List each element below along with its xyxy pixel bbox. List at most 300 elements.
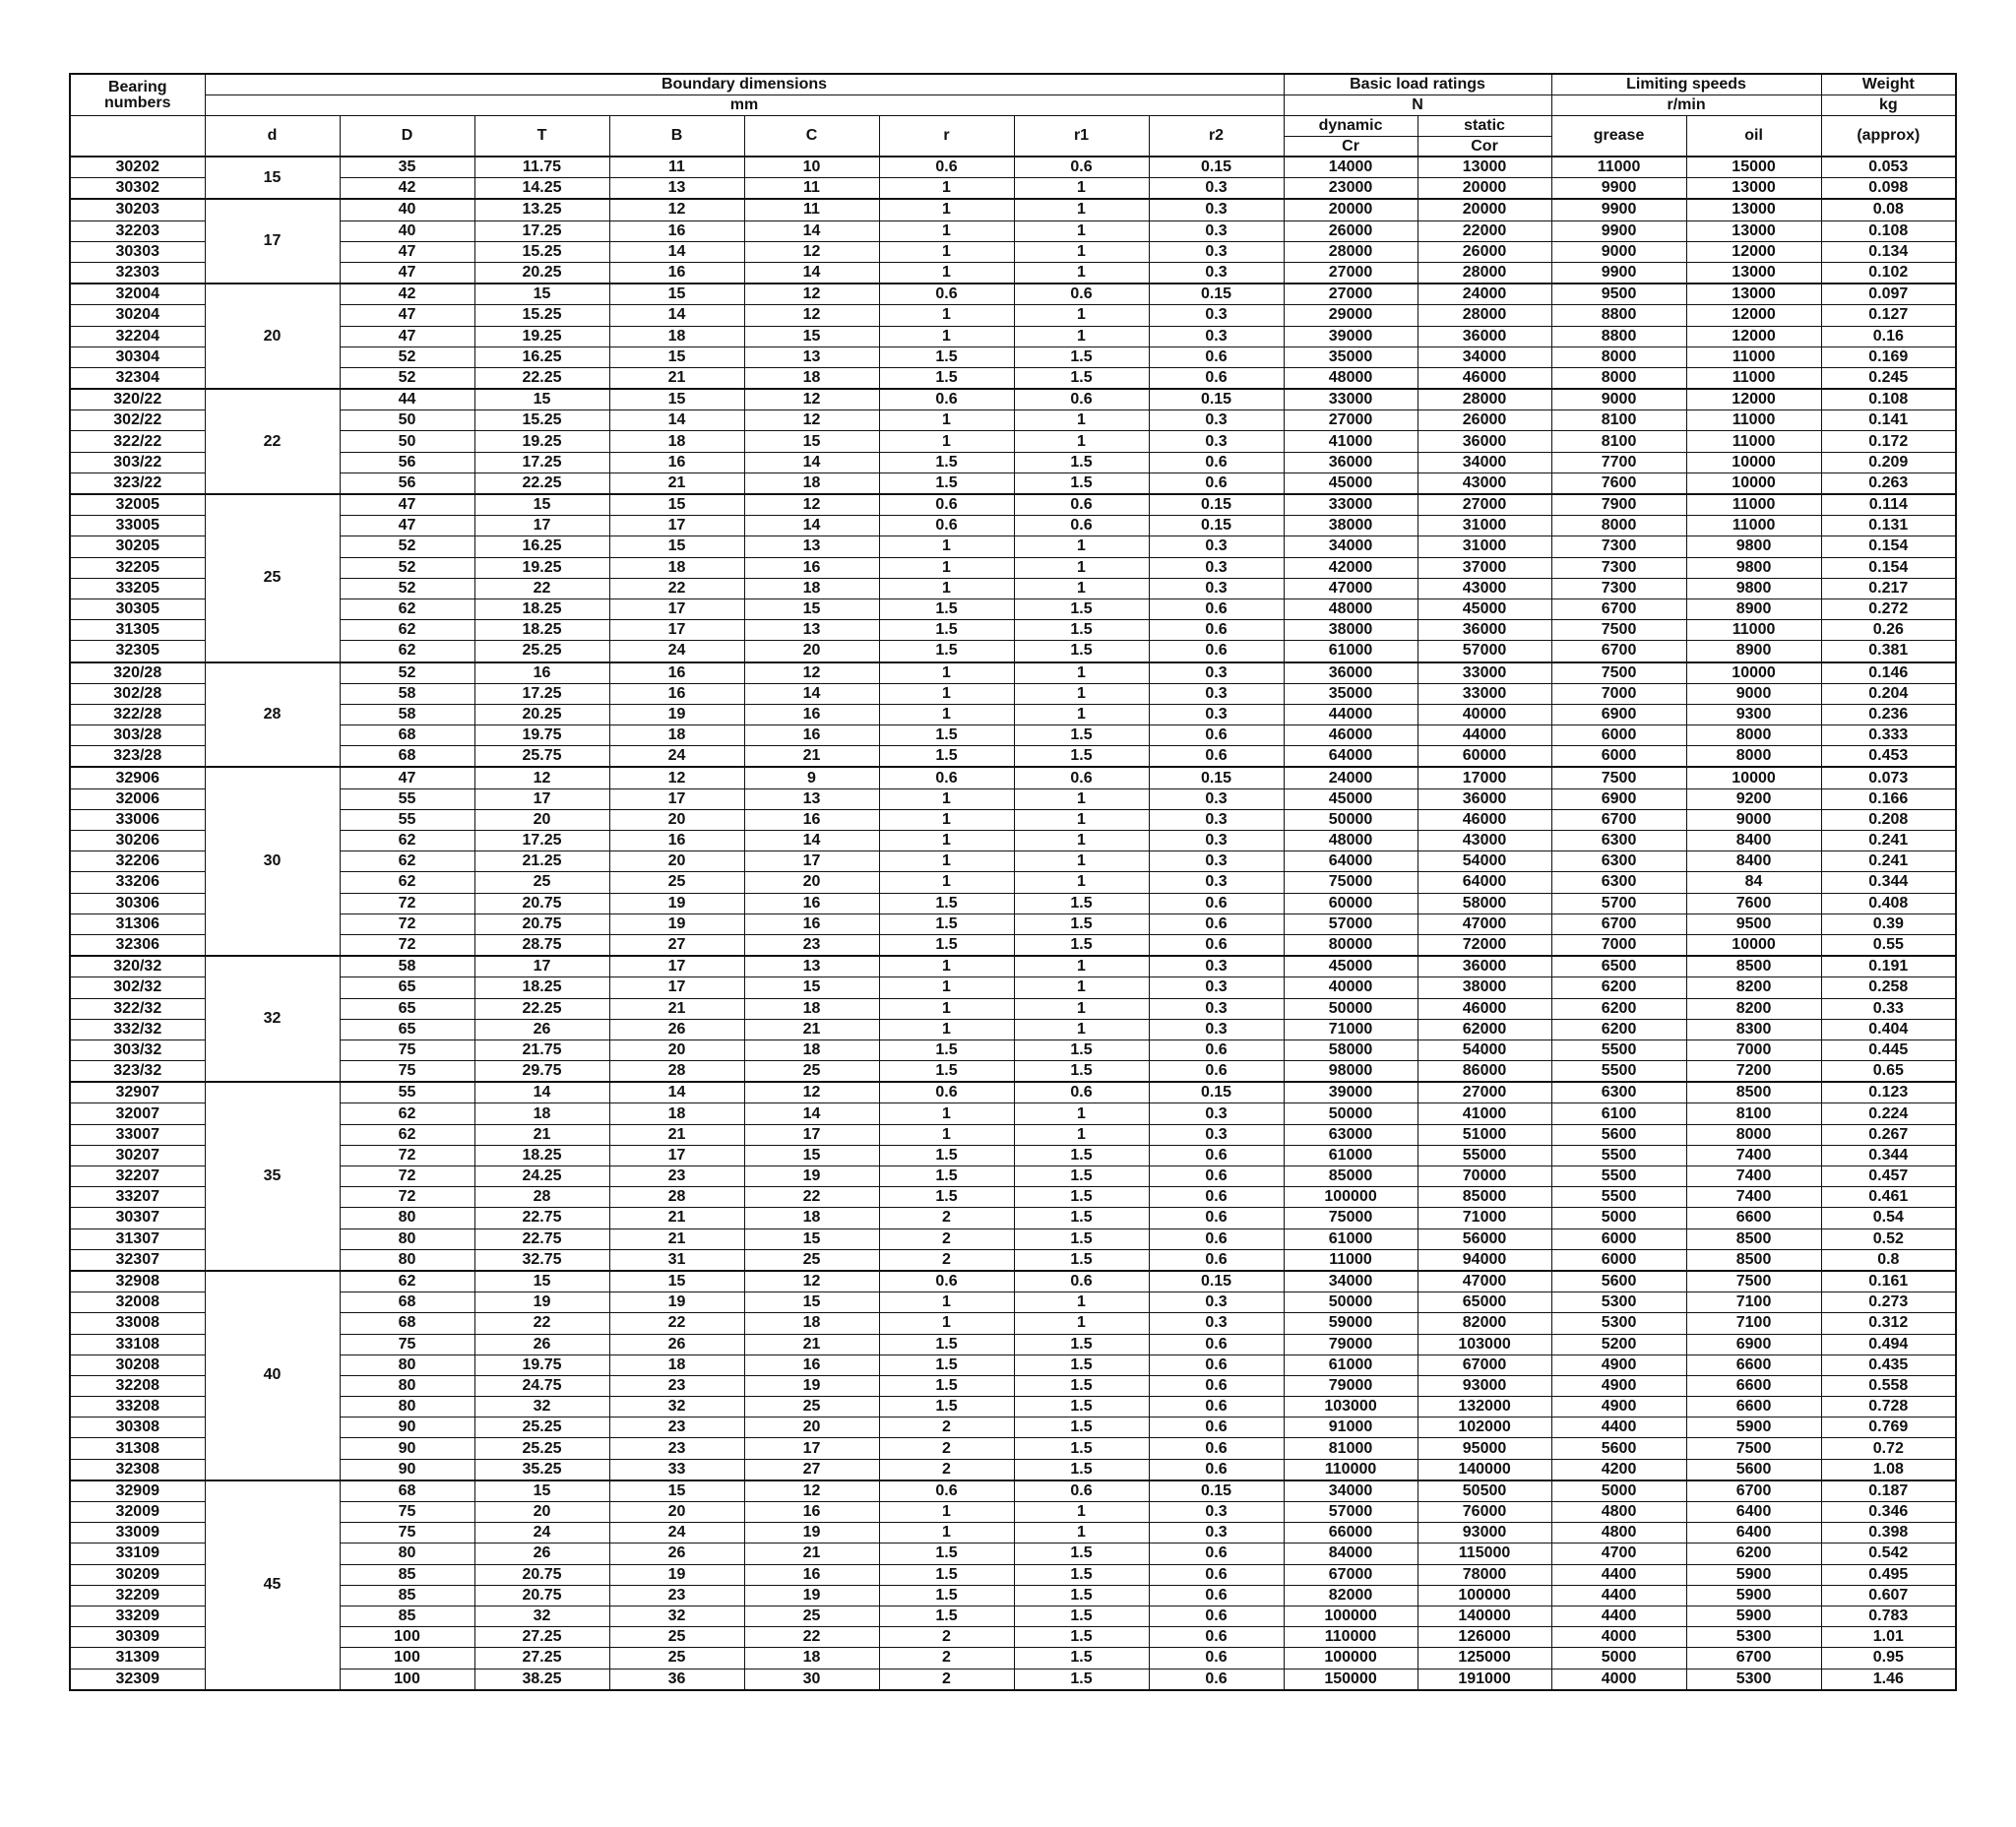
cell-static-cor: 86000: [1418, 1061, 1551, 1083]
cell-bearing-number: 33008: [70, 1313, 205, 1334]
header-cor: Cor: [1418, 137, 1551, 158]
cell-weight: 0.123: [1821, 1082, 1956, 1103]
cell-r: 1.5: [879, 641, 1014, 662]
cell-dynamic-cr: 26000: [1284, 220, 1418, 241]
cell-C: 12: [744, 1271, 879, 1292]
cell-dynamic-cr: 34000: [1284, 1480, 1418, 1502]
cell-r: 0.6: [879, 284, 1014, 305]
cell-weight: 1.01: [1821, 1627, 1956, 1648]
cell-r1: 1: [1014, 305, 1149, 326]
cell-r: 1.5: [879, 893, 1014, 914]
cell-C: 16: [744, 725, 879, 746]
cell-D: 44: [340, 389, 474, 410]
cell-C: 12: [744, 389, 879, 410]
cell-B: 28: [609, 1187, 744, 1208]
cell-static-cor: 26000: [1418, 410, 1551, 431]
header-col-r: r: [879, 116, 1014, 158]
cell-d: 30: [205, 767, 340, 956]
cell-weight: 0.166: [1821, 788, 1956, 809]
cell-T: 25.25: [474, 1418, 609, 1438]
table-row: [70, 1103, 1956, 1124]
cell-bearing-number: 320/32: [70, 956, 205, 977]
cell-C: 22: [744, 1187, 879, 1208]
cell-C: 14: [744, 683, 879, 704]
cell-oil-speed: 8000: [1686, 746, 1821, 768]
cell-oil-speed: 10000: [1686, 452, 1821, 472]
cell-dynamic-cr: 38000: [1284, 620, 1418, 641]
cell-grease-speed: 5300: [1551, 1292, 1686, 1313]
cell-dynamic-cr: 48000: [1284, 831, 1418, 851]
cell-C: 22: [744, 1627, 879, 1648]
cell-r1: 1.5: [1014, 1627, 1149, 1648]
cell-grease-speed: 9000: [1551, 241, 1686, 262]
cell-r: 2: [879, 1228, 1014, 1249]
cell-r1: 1: [1014, 220, 1149, 241]
cell-oil-speed: 11000: [1686, 410, 1821, 431]
cell-r1: 1: [1014, 872, 1149, 893]
cell-r: 0.6: [879, 516, 1014, 536]
cell-bearing-number: 31307: [70, 1228, 205, 1249]
cell-C: 16: [744, 1564, 879, 1585]
cell-bearing-number: 32307: [70, 1249, 205, 1271]
cell-T: 19: [474, 1292, 609, 1313]
cell-r2: 0.6: [1149, 1061, 1284, 1083]
cell-T: 24.25: [474, 1166, 609, 1187]
cell-dynamic-cr: 45000: [1284, 472, 1418, 494]
table-row: [70, 305, 1956, 326]
cell-C: 18: [744, 1040, 879, 1060]
cell-T: 21: [474, 1124, 609, 1145]
cell-bearing-number: 33109: [70, 1544, 205, 1564]
cell-C: 10: [744, 157, 879, 178]
cell-B: 15: [609, 494, 744, 516]
cell-T: 22.25: [474, 998, 609, 1019]
cell-T: 35.25: [474, 1459, 609, 1480]
cell-bearing-number: 32907: [70, 1082, 205, 1103]
cell-D: 55: [340, 809, 474, 830]
table-row: [70, 452, 1956, 472]
cell-C: 16: [744, 809, 879, 830]
cell-r: 1: [879, 956, 1014, 977]
table-row: [70, 851, 1956, 872]
cell-oil-speed: 7000: [1686, 1040, 1821, 1060]
cell-oil-speed: 8500: [1686, 956, 1821, 977]
cell-bearing-number: 31308: [70, 1438, 205, 1459]
cell-grease-speed: 8800: [1551, 305, 1686, 326]
cell-dynamic-cr: 61000: [1284, 1354, 1418, 1375]
cell-B: 22: [609, 1313, 744, 1334]
cell-grease-speed: 7300: [1551, 578, 1686, 598]
cell-grease-speed: 9900: [1551, 178, 1686, 200]
cell-weight: 0.461: [1821, 1187, 1956, 1208]
cell-r2: 0.6: [1149, 1564, 1284, 1585]
cell-D: 42: [340, 284, 474, 305]
cell-static-cor: 78000: [1418, 1564, 1551, 1585]
cell-weight: 0.208: [1821, 809, 1956, 830]
cell-B: 14: [609, 410, 744, 431]
cell-D: 62: [340, 620, 474, 641]
cell-C: 14: [744, 1103, 879, 1124]
cell-r: 2: [879, 1648, 1014, 1669]
cell-static-cor: 22000: [1418, 220, 1551, 241]
cell-r2: 0.3: [1149, 1103, 1284, 1124]
cell-oil-speed: 8200: [1686, 977, 1821, 998]
table-row: [70, 1606, 1956, 1626]
cell-static-cor: 191000: [1418, 1669, 1551, 1690]
cell-D: 75: [340, 1523, 474, 1544]
cell-r2: 0.3: [1149, 1124, 1284, 1145]
cell-grease-speed: 6000: [1551, 725, 1686, 746]
cell-D: 62: [340, 872, 474, 893]
cell-T: 15.25: [474, 305, 609, 326]
table-row: [70, 641, 1956, 662]
cell-dynamic-cr: 36000: [1284, 662, 1418, 684]
cell-D: 52: [340, 578, 474, 598]
cell-D: 72: [340, 1187, 474, 1208]
cell-r: 1.5: [879, 1061, 1014, 1083]
cell-C: 18: [744, 578, 879, 598]
cell-r1: 1.5: [1014, 1669, 1149, 1690]
cell-B: 21: [609, 472, 744, 494]
cell-static-cor: 27000: [1418, 1082, 1551, 1103]
cell-r1: 1: [1014, 326, 1149, 346]
cell-B: 17: [609, 956, 744, 977]
header-bearing-numbers: [70, 74, 205, 116]
cell-C: 17: [744, 1438, 879, 1459]
cell-T: 19.75: [474, 725, 609, 746]
header-col-C: C: [744, 116, 879, 158]
cell-static-cor: 56000: [1418, 1228, 1551, 1249]
cell-T: 25: [474, 872, 609, 893]
cell-dynamic-cr: 110000: [1284, 1459, 1418, 1480]
cell-T: 19.25: [474, 326, 609, 346]
cell-oil-speed: 13000: [1686, 284, 1821, 305]
cell-D: 90: [340, 1459, 474, 1480]
cell-dynamic-cr: 103000: [1284, 1397, 1418, 1418]
header-numbers: numbers: [103, 94, 171, 111]
cell-weight: 0.33: [1821, 998, 1956, 1019]
cell-B: 20: [609, 809, 744, 830]
cell-weight: 0.783: [1821, 1606, 1956, 1626]
cell-T: 22.25: [474, 367, 609, 389]
cell-r1: 1.5: [1014, 1397, 1149, 1418]
cell-grease-speed: 7500: [1551, 767, 1686, 788]
cell-C: 13: [744, 956, 879, 977]
cell-static-cor: 13000: [1418, 157, 1551, 178]
cell-dynamic-cr: 33000: [1284, 494, 1418, 516]
cell-oil-speed: 13000: [1686, 199, 1821, 220]
cell-static-cor: 125000: [1418, 1648, 1551, 1669]
cell-D: 62: [340, 831, 474, 851]
cell-r1: 1.5: [1014, 1208, 1149, 1228]
cell-r2: 0.6: [1149, 1375, 1284, 1396]
cell-r2: 0.15: [1149, 1480, 1284, 1502]
cell-r2: 0.6: [1149, 1544, 1284, 1564]
cell-D: 72: [340, 893, 474, 914]
cell-D: 80: [340, 1354, 474, 1375]
cell-static-cor: 126000: [1418, 1627, 1551, 1648]
cell-D: 100: [340, 1648, 474, 1669]
header-basic-load-ratings: Basic load ratings: [1284, 74, 1551, 95]
header-col-r2: r2: [1149, 116, 1284, 158]
cell-bearing-number: 32005: [70, 494, 205, 516]
cell-bearing-number: 323/32: [70, 1061, 205, 1083]
table-row: [70, 516, 1956, 536]
cell-grease-speed: 4900: [1551, 1354, 1686, 1375]
cell-grease-speed: 4400: [1551, 1564, 1686, 1585]
cell-grease-speed: 9500: [1551, 284, 1686, 305]
cell-dynamic-cr: 45000: [1284, 956, 1418, 977]
cell-T: 17.25: [474, 220, 609, 241]
cell-C: 18: [744, 367, 879, 389]
cell-r1: 1.5: [1014, 452, 1149, 472]
cell-r2: 0.15: [1149, 494, 1284, 516]
header-grease: grease: [1551, 116, 1686, 158]
cell-grease-speed: 4000: [1551, 1669, 1686, 1690]
cell-B: 19: [609, 914, 744, 934]
table-row: [70, 1271, 1956, 1292]
cell-static-cor: 36000: [1418, 620, 1551, 641]
cell-r1: 0.6: [1014, 494, 1149, 516]
cell-T: 26: [474, 1019, 609, 1040]
cell-T: 22: [474, 1313, 609, 1334]
cell-weight: 0.404: [1821, 1019, 1956, 1040]
cell-B: 26: [609, 1334, 744, 1354]
table-row: [70, 389, 1956, 410]
cell-r: 1.5: [879, 472, 1014, 494]
cell-r2: 0.6: [1149, 1438, 1284, 1459]
cell-r2: 0.3: [1149, 956, 1284, 977]
cell-static-cor: 140000: [1418, 1606, 1551, 1626]
cell-T: 17.25: [474, 683, 609, 704]
cell-D: 75: [340, 1061, 474, 1083]
cell-dynamic-cr: 80000: [1284, 934, 1418, 956]
cell-grease-speed: 5500: [1551, 1040, 1686, 1060]
cell-static-cor: 55000: [1418, 1145, 1551, 1166]
cell-r2: 0.3: [1149, 1523, 1284, 1544]
cell-r1: 1: [1014, 1019, 1149, 1040]
cell-D: 80: [340, 1228, 474, 1249]
cell-weight: 0.52: [1821, 1228, 1956, 1249]
cell-dynamic-cr: 50000: [1284, 1292, 1418, 1313]
table-row: [70, 1585, 1956, 1606]
cell-r1: 1: [1014, 1502, 1149, 1523]
cell-B: 32: [609, 1397, 744, 1418]
cell-oil-speed: 5300: [1686, 1627, 1821, 1648]
cell-r2: 0.3: [1149, 662, 1284, 684]
cell-weight: 0.241: [1821, 851, 1956, 872]
cell-D: 62: [340, 851, 474, 872]
cell-r1: 1: [1014, 431, 1149, 452]
table-row: [70, 241, 1956, 262]
cell-r: 1.5: [879, 1375, 1014, 1396]
cell-dynamic-cr: 91000: [1284, 1418, 1418, 1438]
cell-weight: 0.72: [1821, 1438, 1956, 1459]
cell-static-cor: 34000: [1418, 346, 1551, 367]
cell-T: 25.75: [474, 746, 609, 768]
cell-B: 23: [609, 1375, 744, 1396]
cell-r2: 0.3: [1149, 178, 1284, 200]
table-row: [70, 872, 1956, 893]
cell-oil-speed: 9800: [1686, 557, 1821, 578]
cell-C: 12: [744, 1480, 879, 1502]
cell-r1: 1.5: [1014, 1418, 1149, 1438]
table-row: [70, 956, 1956, 977]
cell-dynamic-cr: 23000: [1284, 178, 1418, 200]
cell-T: 20.75: [474, 1585, 609, 1606]
cell-C: 15: [744, 431, 879, 452]
cell-r2: 0.3: [1149, 431, 1284, 452]
cell-D: 100: [340, 1669, 474, 1690]
cell-bearing-number: 30308: [70, 1418, 205, 1438]
cell-grease-speed: 6700: [1551, 598, 1686, 619]
table-row: [70, 1523, 1956, 1544]
cell-grease-speed: 6500: [1551, 956, 1686, 977]
cell-T: 22.75: [474, 1208, 609, 1228]
cell-static-cor: 72000: [1418, 934, 1551, 956]
cell-C: 19: [744, 1585, 879, 1606]
cell-r: 0.6: [879, 1480, 1014, 1502]
cell-oil-speed: 7100: [1686, 1313, 1821, 1334]
table-row: [70, 1208, 1956, 1228]
cell-r2: 0.3: [1149, 1292, 1284, 1313]
cell-static-cor: 28000: [1418, 305, 1551, 326]
cell-r2: 0.6: [1149, 346, 1284, 367]
cell-static-cor: 76000: [1418, 1502, 1551, 1523]
cell-r: 1: [879, 578, 1014, 598]
cell-r2: 0.3: [1149, 809, 1284, 830]
cell-static-cor: 94000: [1418, 1249, 1551, 1271]
cell-T: 24: [474, 1523, 609, 1544]
cell-B: 32: [609, 1606, 744, 1626]
cell-static-cor: 93000: [1418, 1375, 1551, 1396]
cell-dynamic-cr: 67000: [1284, 1564, 1418, 1585]
cell-oil-speed: 8000: [1686, 725, 1821, 746]
cell-static-cor: 31000: [1418, 516, 1551, 536]
cell-grease-speed: 6300: [1551, 831, 1686, 851]
cell-r: 0.6: [879, 157, 1014, 178]
cell-r2: 0.6: [1149, 746, 1284, 768]
cell-weight: 0.344: [1821, 1145, 1956, 1166]
cell-C: 25: [744, 1606, 879, 1626]
cell-r1: 1.5: [1014, 367, 1149, 389]
cell-r1: 0.6: [1014, 1082, 1149, 1103]
cell-r2: 0.6: [1149, 598, 1284, 619]
cell-oil-speed: 5900: [1686, 1564, 1821, 1585]
cell-dynamic-cr: 50000: [1284, 809, 1418, 830]
cell-dynamic-cr: 33000: [1284, 389, 1418, 410]
cell-grease-speed: 6000: [1551, 1228, 1686, 1249]
cell-T: 20.75: [474, 914, 609, 934]
cell-r1: 0.6: [1014, 389, 1149, 410]
cell-weight: 0.346: [1821, 1502, 1956, 1523]
cell-oil-speed: 6700: [1686, 1648, 1821, 1669]
header-approx: (approx): [1821, 116, 1956, 158]
cell-C: 15: [744, 598, 879, 619]
cell-static-cor: 82000: [1418, 1313, 1551, 1334]
cell-T: 14.25: [474, 178, 609, 200]
cell-grease-speed: 4900: [1551, 1397, 1686, 1418]
cell-C: 11: [744, 178, 879, 200]
table-row: [70, 934, 1956, 956]
cell-B: 15: [609, 1271, 744, 1292]
cell-B: 20: [609, 851, 744, 872]
cell-D: 90: [340, 1438, 474, 1459]
table-row: [70, 367, 1956, 389]
cell-r: 1: [879, 788, 1014, 809]
cell-D: 56: [340, 472, 474, 494]
cell-r: 1: [879, 536, 1014, 557]
table-row: [70, 1313, 1956, 1334]
cell-static-cor: 38000: [1418, 977, 1551, 998]
cell-B: 23: [609, 1166, 744, 1187]
cell-B: 18: [609, 725, 744, 746]
cell-bearing-number: 30208: [70, 1354, 205, 1375]
cell-oil-speed: 10000: [1686, 934, 1821, 956]
cell-C: 13: [744, 620, 879, 641]
cell-static-cor: 100000: [1418, 1585, 1551, 1606]
cell-B: 25: [609, 872, 744, 893]
cell-grease-speed: 6200: [1551, 998, 1686, 1019]
cell-C: 16: [744, 1354, 879, 1375]
cell-D: 47: [340, 494, 474, 516]
cell-r2: 0.6: [1149, 1249, 1284, 1271]
cell-D: 75: [340, 1502, 474, 1523]
cell-weight: 0.154: [1821, 536, 1956, 557]
cell-r1: 0.6: [1014, 1271, 1149, 1292]
cell-D: 68: [340, 725, 474, 746]
cell-r1: 1.5: [1014, 1459, 1149, 1480]
cell-r1: 1.5: [1014, 620, 1149, 641]
cell-bearing-number: 32206: [70, 851, 205, 872]
cell-r1: 0.6: [1014, 284, 1149, 305]
cell-T: 18.25: [474, 1145, 609, 1166]
table-row: [70, 1187, 1956, 1208]
cell-B: 20: [609, 1040, 744, 1060]
cell-weight: 0.097: [1821, 284, 1956, 305]
cell-r1: 1.5: [1014, 893, 1149, 914]
cell-B: 15: [609, 389, 744, 410]
cell-r: 1: [879, 220, 1014, 241]
cell-C: 17: [744, 1124, 879, 1145]
cell-T: 32: [474, 1606, 609, 1626]
cell-static-cor: 41000: [1418, 1103, 1551, 1124]
cell-T: 32.75: [474, 1249, 609, 1271]
cell-B: 26: [609, 1019, 744, 1040]
cell-B: 14: [609, 241, 744, 262]
cell-T: 17.25: [474, 452, 609, 472]
cell-C: 14: [744, 452, 879, 472]
cell-dynamic-cr: 100000: [1284, 1187, 1418, 1208]
cell-r: 1.5: [879, 620, 1014, 641]
cell-oil-speed: 6600: [1686, 1375, 1821, 1396]
cell-grease-speed: 6000: [1551, 1249, 1686, 1271]
cell-T: 17: [474, 956, 609, 977]
cell-r2: 0.6: [1149, 367, 1284, 389]
cell-T: 20.75: [474, 893, 609, 914]
cell-D: 50: [340, 431, 474, 452]
cell-grease-speed: 6200: [1551, 1019, 1686, 1040]
cell-r1: 0.6: [1014, 767, 1149, 788]
cell-B: 22: [609, 578, 744, 598]
cell-r: 1.5: [879, 934, 1014, 956]
cell-D: 47: [340, 305, 474, 326]
cell-d: 28: [205, 662, 340, 768]
cell-r1: 1.5: [1014, 1166, 1149, 1187]
cell-bearing-number: 302/28: [70, 683, 205, 704]
cell-r: 1: [879, 872, 1014, 893]
cell-bearing-number: 303/28: [70, 725, 205, 746]
